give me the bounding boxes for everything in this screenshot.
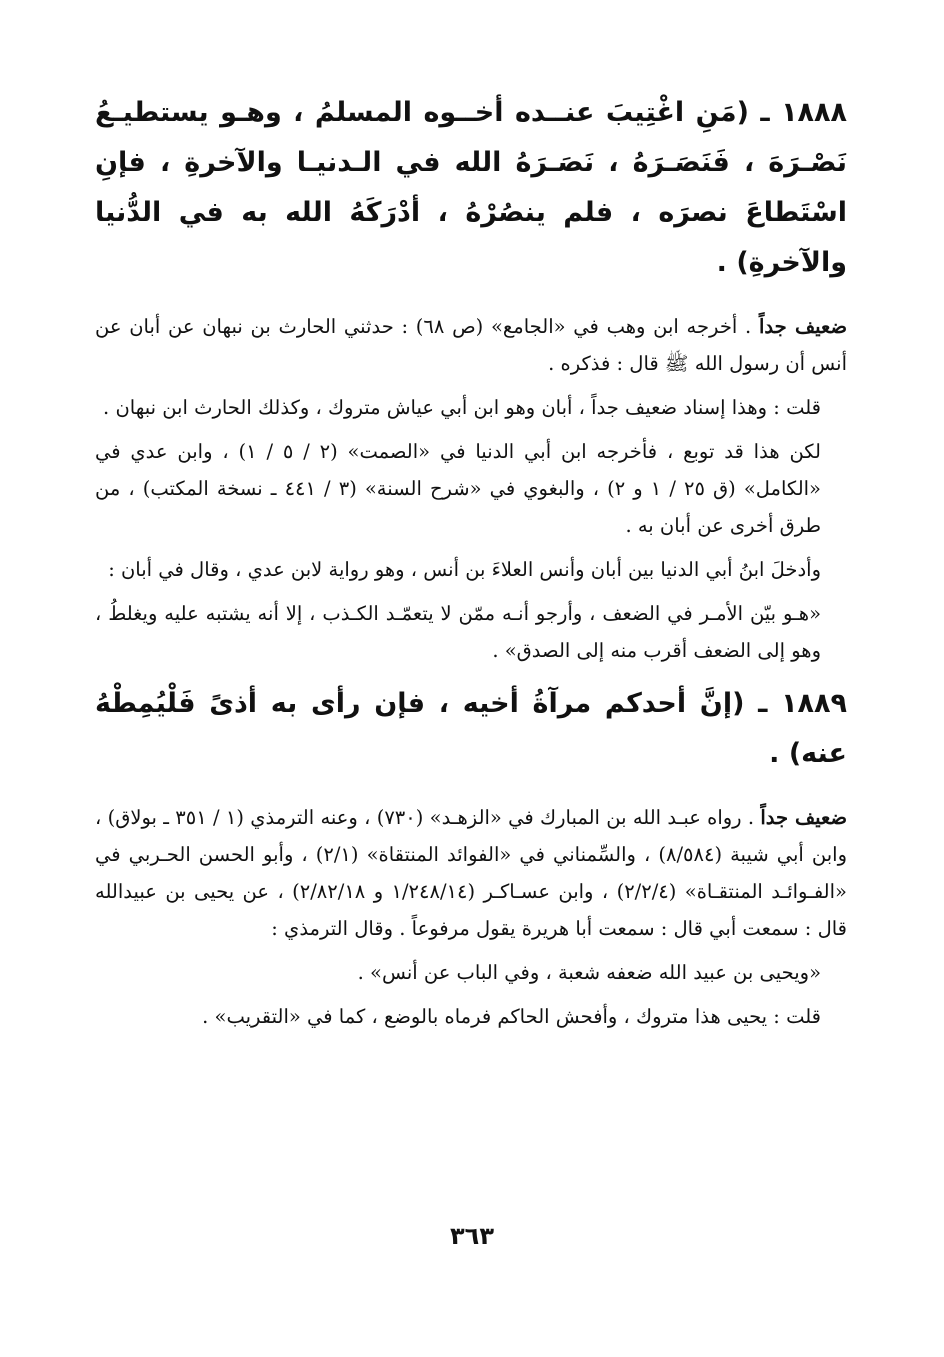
commentary-1889-text-1: . رواه عبـد الله بن المبارك في «الزهـد» (٧٣٠) ، وعنه الترمذي (١ / ٣٥١ ـ بولاق) ، وابن أبي شيبة (٨/٥٨٤) ، والسِّمناني في «الفوائد المنتقاة» (٢/١) ، وأبو الحسن الحـربي في «الفـوائـد المنتقـاة» (٢/٢/٤) ، وابن عسـاكـر (١/٢٤٨/١٤ و ٢/٨٢/١٨) ، عن يحيى بن عبيدالله قال : سمعت أبي قال : سمعت أبا هريرة يقول مرفوعاً . وقال الترمذي : [95,806,847,940]
commentary-1888-quote: «هـو بيّن الأمـر في الضعف ، وأرجو أنـه ممّن لا يتعمّـد الكـذب ، إلا أنه يشتبه عليه ويغلطُ ، وهو إلى الضعف أقرب منه إلى الصدق» . [95,602,821,662]
commentary-1888-paragraph-3: لكن هذا قد توبع ، فأخرجه ابن أبي الدنيا في «الصمت» (٢ / ٥ / ١) ، وابن عدي في «الكامل» (ق ٢٥ / ١ و ٢) ، والبغوي في «شرح السنة» (٣ / ٤٤١ ـ نسخة المكتب) ، من طرق أخرى عن أبان به . [95,440,821,537]
document-page [95,88,847,1035]
commentary-1888-text-1: . أخرجه ابن وهب في «الجامع» (ص ٦٨) : حدثني الحارث بن نبهان عن أبان عن أنس أن رسول الله ﷺ قال : فذكره . [95,315,847,375]
commentary-1889-quote: «ويحيى بن عبيد الله ضعفه شعبة ، وفي الباب عن أنس» . [357,961,821,984]
commentary-1888-paragraph-2: قلت : وهذا إسناد ضعيف جداً ، أبان وهو ابن أبي عياش متروك ، وكذلك الحارث ابن نبهان . [103,396,821,419]
hadith-1888-text: ١٨٨٨ ـ (مَنِ اغْتِيبَ عنــده أخــوه المسلمُ ، وهـو يستطيـعُ نَصْـرَهَ ، فَنَصَـرَهُ ، نَصَـرَهُ الله في الـدنيـا والآخرةِ ، فإنِ اسْتَطاعَ نصرَه ، فلم ينصُرْهُ ، أدْرَكَهُ الله به في الدُّنيا والآخرةِ) . [95,97,847,278]
commentary-1888-grading [95,308,847,382]
commentary-1889-grading [95,799,847,947]
grading-label: ضعيف جداً [760,806,848,829]
commentary-1888-paragraph-4: وأدخلَ ابنُ أبي الدنيا بين أبان وأنس العلاءَ بن أنس ، وهو رواية لابن عدي ، وقال في أبان : [108,558,821,581]
page-number: ٣٦٣ [450,1222,494,1250]
grading-label: ضعيف جداً [758,315,848,338]
hadith-1889-text: ١٨٨٩ ـ (إنَّ أحدكم مرآةُ أخيه ، فإن رأى به أذىً فَلْيُمِطْهُ عنه) . [95,688,847,769]
commentary-1889-paragraph-3: قلت : يحيى هذا متروك ، وأفحش الحاكم فرماه بالوضع ، كما في «التقريب» . [202,1005,821,1028]
